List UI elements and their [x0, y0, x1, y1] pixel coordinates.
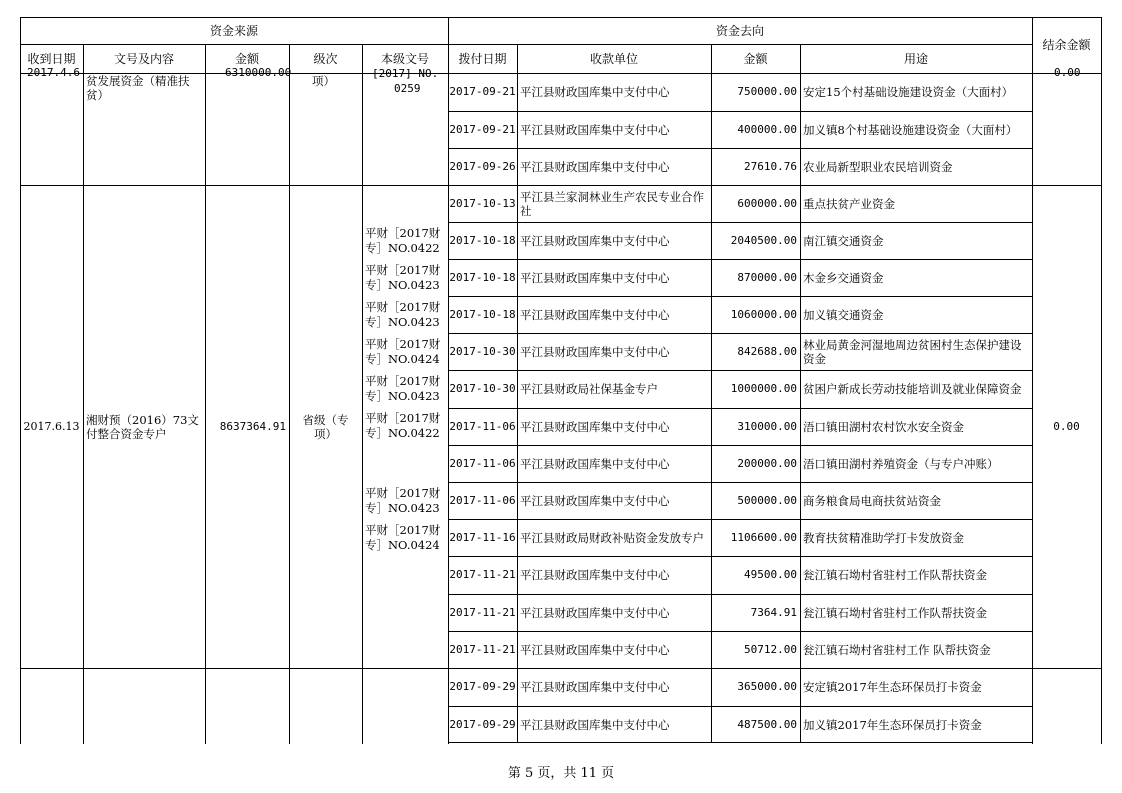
col-doc-content: 文号及内容 [113, 51, 174, 66]
row-payee: 平江县财政国库集中支付中心 [520, 605, 670, 620]
row-amount: 487500.00 [737, 717, 797, 731]
grid-line [517, 44, 518, 743]
row-amount: 310000.00 [737, 419, 797, 433]
row-amount: 49500.00 [744, 568, 797, 581]
row-payee: 平江县财政国库集中支付中心 [520, 419, 670, 434]
grid-line [448, 17, 449, 744]
grid-line [800, 44, 801, 743]
row-purpose: 瓮江镇石坳村省驻村工作 队帮扶资金 [803, 642, 991, 657]
row-pay-date: 2017-09-21 [449, 85, 516, 98]
row-payee: 平江县财政国库集中支付中心 [520, 642, 670, 657]
grid-line [20, 44, 1032, 45]
row-pay-date: 2017-10-30 [449, 344, 516, 358]
row-amount: 400000.00 [737, 122, 797, 136]
row-payee: 平江县财政国库集中支付中心 [520, 159, 670, 174]
row-pay-date: 2017-10-18 [449, 307, 516, 321]
row-purpose: 加义镇交通资金 [803, 307, 884, 322]
row-payee: 平江县财政国库集中支付中心 [520, 717, 670, 732]
row-pay-date: 2017-11-06 [449, 456, 516, 470]
row-payee: 平江县财政国库集中支付中心 [520, 122, 670, 137]
row-payee: 平江县财政国库集中支付中心 [520, 680, 670, 694]
grid-line [1032, 185, 1101, 186]
local-doc-item: 平财［2017财专］NO.0422 [365, 411, 441, 440]
row-pay-date: 2017-11-21 [449, 605, 516, 619]
row-payee: 平江县兰家洞林业生产农民专业合作社 [520, 189, 704, 218]
local-doc-item: 平财［2017财专］NO.0423 [365, 263, 441, 292]
grid-line [205, 44, 206, 744]
grid-line [362, 44, 363, 744]
row-payee: 平江县财政国库集中支付中心 [520, 233, 670, 248]
group1-balance: 0.00 [1054, 66, 1081, 79]
grid-line [711, 44, 712, 743]
group1-level: 项） [312, 74, 335, 88]
row-amount: 750000.00 [737, 85, 797, 98]
local-doc-item: 平财［2017财专］NO.0423 [365, 300, 441, 329]
grid-line [20, 73, 1101, 74]
row-purpose: 浯口镇田湖村养殖资金（与专户冲账） [803, 456, 999, 471]
group1-recv-date: 2017.4.6 [27, 66, 80, 79]
row-pay-date: 2017-10-18 [449, 233, 516, 247]
col-pay-date: 拨付日期 [458, 51, 507, 66]
row-purpose: 南江镇交通资金 [803, 233, 884, 248]
grid-line [20, 17, 1101, 18]
grid-line [1101, 17, 1102, 744]
col-level: 级次 [313, 51, 338, 66]
row-pay-date: 2017-11-16 [449, 530, 516, 544]
grid-line [20, 17, 21, 744]
row-payee: 平江县财政国库集中支付中心 [520, 568, 670, 582]
group2-amount: 8637364.91 [219, 419, 286, 433]
row-purpose: 瓮江镇石坳村省驻村工作队帮扶资金 [803, 605, 987, 620]
row-amount: 1000000.00 [730, 382, 797, 395]
row-amount: 50712.00 [744, 642, 797, 656]
grid-line [20, 668, 448, 669]
row-pay-date: 2017-09-21 [449, 122, 516, 136]
group2-recv-date: 2017.6.13 [23, 419, 80, 433]
row-pay-date: 2017-11-06 [449, 493, 516, 507]
row-purpose: 农业局新型职业农民培训资金 [803, 159, 953, 174]
grid-line [20, 185, 448, 186]
local-doc-item: 平财［2017财专］NO.0424 [365, 523, 441, 552]
row-payee: 平江县财政局财政补贴资金发放专户 [520, 530, 704, 545]
row-purpose: 加义镇8个村基础设施建设资金（大面村） [803, 122, 1018, 137]
row-payee: 平江县财政局社保基金专户 [520, 382, 658, 396]
local-doc-item: 平财［2017财专］NO.0424 [365, 337, 441, 366]
col-amount: 金额 [234, 51, 259, 66]
row-pay-date: 2017-09-29 [449, 717, 516, 731]
group2-doc-content: 湘财预（2016）73文付整合资金专户 [86, 412, 199, 441]
row-amount: 7364.91 [750, 605, 797, 619]
row-amount: 600000.00 [737, 196, 797, 210]
row-pay-date: 2017-10-30 [449, 382, 516, 395]
local-doc-item: 平财［2017财专］NO.0423 [365, 374, 441, 403]
row-pay-date: 2017-09-26 [449, 159, 516, 173]
row-purpose: 浯口镇田湖村农村饮水安全资金 [803, 419, 964, 434]
col-payee: 收款单位 [589, 51, 638, 66]
local-doc-item: 平财［2017财专］NO.0422 [365, 226, 441, 255]
row-purpose: 木金乡交通资金 [803, 270, 884, 285]
row-pay-date: 2017-10-13 [449, 196, 516, 210]
page-number: 第 5 页，共 11 页 [507, 766, 615, 781]
row-payee: 平江县财政国库集中支付中心 [520, 270, 670, 285]
row-amount: 500000.00 [737, 493, 797, 507]
row-purpose: 安定15个村基础设施建设资金（大面村） [803, 85, 1014, 99]
row-payee: 平江县财政国库集中支付中心 [520, 85, 670, 99]
row-amount: 200000.00 [737, 456, 797, 470]
col-dest-amount: 金额 [743, 51, 768, 66]
row-amount: 27610.76 [744, 159, 797, 173]
dest-section-title: 资金去向 [715, 23, 764, 38]
source-section-title: 资金来源 [209, 23, 258, 38]
grid-line [83, 44, 84, 744]
row-purpose: 瓮江镇石坳村省驻村工作队帮扶资金 [803, 568, 987, 582]
grid-line [1032, 17, 1033, 744]
group1-local-doc: [2017] NO. 0259 [372, 67, 439, 95]
col-recv-date: 收到日期 [27, 51, 76, 66]
row-amount: 870000.00 [737, 270, 797, 284]
row-purpose: 重点扶贫产业资金 [803, 196, 895, 211]
col-purpose: 用途 [903, 51, 928, 66]
row-purpose: 安定镇2017年生态环保员打卡资金 [803, 680, 982, 694]
col-local-doc: 本级文号 [380, 51, 429, 66]
grid-line [289, 44, 290, 744]
row-pay-date: 2017-11-21 [449, 642, 516, 656]
group2-level: 省级（专项） [302, 412, 349, 441]
grid-line [1032, 668, 1101, 669]
row-purpose: 林业局黄金河湿地周边贫困村生态保护建设资金 [803, 337, 1022, 366]
balance-header: 结余金额 [1042, 38, 1091, 52]
row-amount: 2040500.00 [730, 233, 797, 247]
row-pay-date: 2017-10-18 [449, 270, 516, 284]
row-purpose: 贫困户新成长劳动技能培训及就业保障资金 [803, 382, 1022, 396]
row-amount: 365000.00 [737, 680, 797, 693]
row-pay-date: 2017-11-21 [449, 568, 516, 581]
row-amount: 842688.00 [737, 344, 797, 358]
row-purpose: 商务粮食局电商扶贫站资金 [803, 493, 941, 508]
row-pay-date: 2017-11-06 [449, 419, 516, 433]
row-payee: 平江县财政国库集中支付中心 [520, 456, 670, 471]
row-purpose: 教育扶贫精准助学打卡发放资金 [803, 530, 964, 545]
row-payee: 平江县财政国库集中支付中心 [520, 307, 670, 322]
group1-amount: 6310000.00 [225, 66, 292, 79]
row-payee: 平江县财政国库集中支付中心 [520, 493, 670, 508]
row-amount: 1106600.00 [730, 530, 797, 544]
row-purpose: 加义镇2017年生态环保员打卡资金 [803, 717, 982, 732]
row-pay-date: 2017-09-29 [449, 680, 516, 693]
local-doc-item: 平财［2017财专］NO.0423 [365, 486, 441, 515]
row-payee: 平江县财政国库集中支付中心 [520, 344, 670, 359]
row-amount: 1060000.00 [730, 307, 797, 321]
group2-balance: 0.00 [1053, 419, 1080, 433]
group1-doc-content: 贫发展资金（精准扶贫） [86, 74, 190, 102]
